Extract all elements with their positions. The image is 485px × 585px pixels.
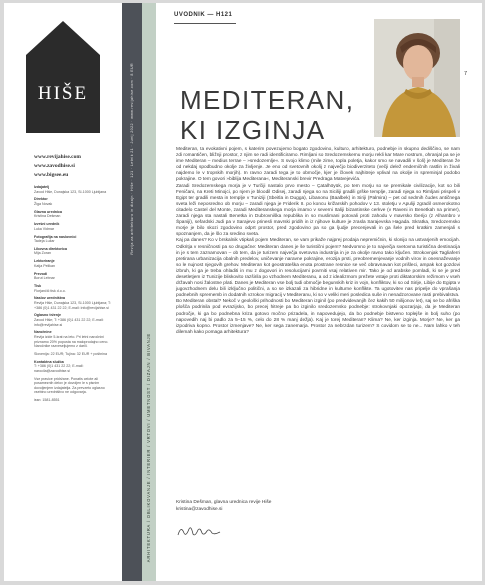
portrait-illustration <box>374 19 460 137</box>
imprint-value: Revija izide 5-krat na leto. Pri letni naročnini priznamo 20% popusta na maloprodajno ceno. Naročnike razveseljujemo z darili. <box>34 334 109 349</box>
imprint-value: Žiga Novak <box>34 201 53 206</box>
paragraph: Mediteran, ta evokativni pojem, s katerim povezujemo bogato zgodovino, kulturo, arhitekturo, podnebje in skupno dediščino, se nam zdi romantičen, bližnji prostor, z njim se radi identificiramo. Rimljani so Sredozemskemu morju rekli kar Mare nostrum, ohranjal pa se je ime Mediteran – medius terrae – »sredozemlje«. S svojo klimo (mile zime, topla poletja, kakor smo se navadili v šoli) je Mediteran že od nekdaj spodbudno okolje za življenje. Je eno od svetovnih okolij z največjo biodiverziteto (večji delež endemičnih rastlin in živali najdemo le v tropskih morjih). In ravno zaradi tega je to območje, kjer je človek najhitreje vplival na okolje in spreminjal podobo pokrajine. O tem govori »biblija Mediterana«, Mediteranski brevir Predraga Matvejevića. <box>176 147 460 183</box>
imprint-value: Vse pravice pridržane. Ponatis celote ali posameznih delov je dovoljen le s pisnim dovoljenjem izdajatelja. Za prevzeto oglasno vsebino uredništvo ne odgovarja. <box>34 376 105 395</box>
logo-house-body <box>26 55 100 133</box>
imprint-value: Mija Zoran <box>34 251 51 256</box>
imprint-label: Izdajatelj <box>34 185 50 189</box>
imprint-value: Luka Vidmar <box>34 226 55 231</box>
imprint-label: Direktor <box>34 197 48 202</box>
imprint-value: Kristina Dešman <box>34 214 61 219</box>
imprint-label: Kontaktna služba <box>34 359 64 364</box>
category-text: ARHITEKTURA / OBLIKOVANJE / INTERIER / VRTOVI / UMETNOST / DIZAJN / BIVANJE <box>146 333 151 563</box>
url-zavodhise[interactable]: www.zavodhise.si <box>34 163 75 169</box>
imprint-label: Glavna urednica <box>34 209 62 214</box>
paragraph: Zaradi Sredozemskega morja je v Turčiji nastalo prvo mesto – Çatalhöyük, po tem morju so se premikale civilizacije, kot so bili Feničani, na Kreti Minojci, po njem je bloodil Odisej, zaradi njega so na Siciliji gradili grške templje, zaradi njega so Rimljani prispeli v Egipt ter gradili mesta in templje v Tuniziji (Sbeitla in Dugga), Libanonu (Baalbek) in Siriji (Palmira) – pet od sedmih čudes antičnega sveta leži neposredno ob morju – zaradi njega je Friderik II. po koncu križarskih pohodov v 13. stoletju v Apuliji zgradil osmerokotno citadelo Castel del Monte, zaradi Mediteranskega morja imamo v severni Italiji bizantinske cerkve (v Raveni in Benetkah na primer), zaradi njega sta nastali Benetka in Dubrovniška republika in so muslimani potovali proti zahodu v mavrsko Iberijo (z Alhambro v Španiji), sefardski Judi pa v Sarajevo prinesli mavrski pridih in iz njihove kulture je zrasla Sarajevska Hagada. Skratka, Sredozemsko morje je bilo skozi zgodovino odprt prostor, pred zgodovino pa so ga ljudje precenjevali in ga šele pred kratkim zamenjali s spoznanjem, da je šlo za sredino sveta. <box>176 183 460 238</box>
imprint-value: Tadeja Lužar <box>34 239 55 244</box>
title-line-2: KI IZGINJA <box>180 115 326 145</box>
imprint-item <box>34 313 114 327</box>
imprint-item <box>34 235 114 244</box>
imprint-value: Katja Pelikan <box>34 263 55 268</box>
imprint-label: Izvršni urednik <box>34 222 60 227</box>
imprint-item <box>34 185 114 194</box>
section-label: UVODNIK — H121 <box>174 12 233 18</box>
website-list <box>34 153 81 180</box>
imprint-item <box>34 377 114 395</box>
imprint-item <box>34 210 114 219</box>
title-line-1: MEDITERAN, <box>180 85 355 115</box>
imprint-label: Lektoriranje <box>34 259 55 264</box>
page-number: 7 <box>464 71 468 77</box>
author-email[interactable]: kristina@zavodhise.si <box>176 507 223 512</box>
spine-text: Revija za arhitekturo in dizajn · Hiše · 121 · Letnik 21 · Junij 2022 · www.revijahise.com · 8 EUR <box>130 63 134 255</box>
imprint-item <box>34 360 114 374</box>
paragraph: Bo Mediteran obstal? Nekoč v geološki prihodnosti bo Mediteran izginil (po predvidevanjih čez kakih 50 milijonov let), saj se bo afriška plošča podrinila pod evrazijsko, bo precej hitreje pa bo izginilo sredozemsko podnebje: strokovnjaki opozarjajo, da je Mediteran področje, ki ga bo podnebna kriza gotovo močno prizadela, in napovedujejo, da bo podnebje bistveno toplejše in bolj suho (po napovedih naj bi padlo za 5–15 %, celo do 28 % manj dežja). Kaj je torej Mediteran? Klima? Ne, ker izginja. Morje? Ne, ker ga izpodriva kopno. Prostor izmenjave? Ne, ker sega zanemarja. Prostor za nebrzdan turizem? S covidom se to ne... Nam lahko v teh dilemah kako pomaga arhitektura? <box>176 299 460 335</box>
imprint-item <box>34 296 114 310</box>
imprint-value: Zavod Hiše, Dunajska 123, SI-1000 Ljubljana <box>34 189 107 194</box>
imprint-item <box>34 272 114 281</box>
imprint-label: Likovna direktorica <box>34 246 67 251</box>
imprint-item <box>34 330 114 348</box>
hise-logo <box>26 21 100 133</box>
magazine-page <box>4 3 482 581</box>
imprint-value: Revija Hiše, Dunajska 123, SI-1000 Ljubljana; T: +386 (0)1 431 22 22; E-mail: info@revijahise.si <box>34 300 111 310</box>
imprint-value: Borut Lebnar <box>34 276 55 281</box>
imprint-item <box>34 247 114 256</box>
imprint-value: issn: 1581-8551 <box>34 398 60 403</box>
imprint-value: Zavod Hiše; T: +386 (0)1 431 22 22; E-mail: info@revijahise.si <box>34 317 104 327</box>
imprint-value: Slovenija: 22 EUR; Tujina: 32 EUR + poštnina <box>34 351 108 356</box>
imprint-column <box>4 3 122 581</box>
paragraph: Kaj pa danes? Ko v brskalnik vtipkaš pojem Mediteran, se vam prikaže najprej prodaja nepremičnin, ki slonijo na ustvarjenih emocijah. Odkritja v resničnosti pa so drugačne: Mediteran danes je še turistični pojem? Nedvomno je to največja svetovna turistična destinacija in je s tem zaznamovan – ob tem, da je turizem največja svetovna industrija in je za okolje ravno tako ključen. Strokovnjak Tagliaferri pretirana urbanizacija obalnih predelov, uničevanje naravne pokrajine, erozija prsti, preobremenjevanje vodnih virov in onesnaževanje so le nujnost njegovih grehov. Mediteran kot geostrateška enota prostrane resnice se več obravnavan kot prišleci, ampak kot gozdovi izbruh, ki ga je treba ohladiti in mu z dogovori in resolucijami povrniti vsaj relativen mir. Tako je od arabske pomladi, ki se je pred desetletjem iz Tunizije bliskovito razširila po vzhodnem Mediteranu, a od z idealizmom prežete vstaje proti diktatorskim režimom v vseh državah nosi žalostne plati. Danes je Mediteran vse bolj tudi območje begunskih kriz in vojn, konfliktov, ki so od Sirije, Libije do Egipta v jugovzhodnem delu bili izključno politični, a so se izkazali za hibridne in kulturne konflikte. Ta ugotovitev nas pripelje do vprašanja podnebnih sprememb in dodatnih vzrokov migracij v Mediteranu, ki so v veliki meri posledica suše in nenadzorovane rasti prebivalstva. <box>176 238 461 299</box>
imprint-label: Naslov uredništva <box>34 296 65 301</box>
author-signature-name: Kristina Dešman, glavna urednica revije Hiše <box>176 500 272 505</box>
imprint-item <box>34 197 114 206</box>
imprint-value: Florjančič tisk d.o.o. <box>34 288 66 293</box>
url-revijahise[interactable]: www.revijahise.com <box>34 154 81 160</box>
imprint-item <box>34 222 114 231</box>
imprint-item <box>34 352 114 357</box>
imprint-label: Tisk <box>34 284 42 288</box>
url-bigsee[interactable]: www.bigsee.eu <box>34 172 69 178</box>
imprint-label: Fotografija na naslovnici <box>34 234 77 239</box>
handwritten-signature-icon <box>176 523 222 539</box>
imprint-item <box>34 259 114 268</box>
imprint-item <box>34 284 114 293</box>
article-title <box>180 85 354 145</box>
logo-text: HIŠE <box>37 83 89 104</box>
section-divider <box>174 23 236 24</box>
article-body <box>176 147 460 336</box>
imprint-label: Prevodi <box>34 271 48 276</box>
imprint-item <box>34 398 114 403</box>
imprint-list <box>34 185 114 406</box>
logo-roof-shape <box>26 21 100 55</box>
imprint-label: Naročnine <box>34 330 52 335</box>
editor-portrait-photo <box>374 19 460 137</box>
imprint-label: Oglasno trženje <box>34 313 61 318</box>
imprint-value: T: +386 (0)1 431 22 22; E-mail: narocila@zavodhise.si <box>34 364 84 373</box>
